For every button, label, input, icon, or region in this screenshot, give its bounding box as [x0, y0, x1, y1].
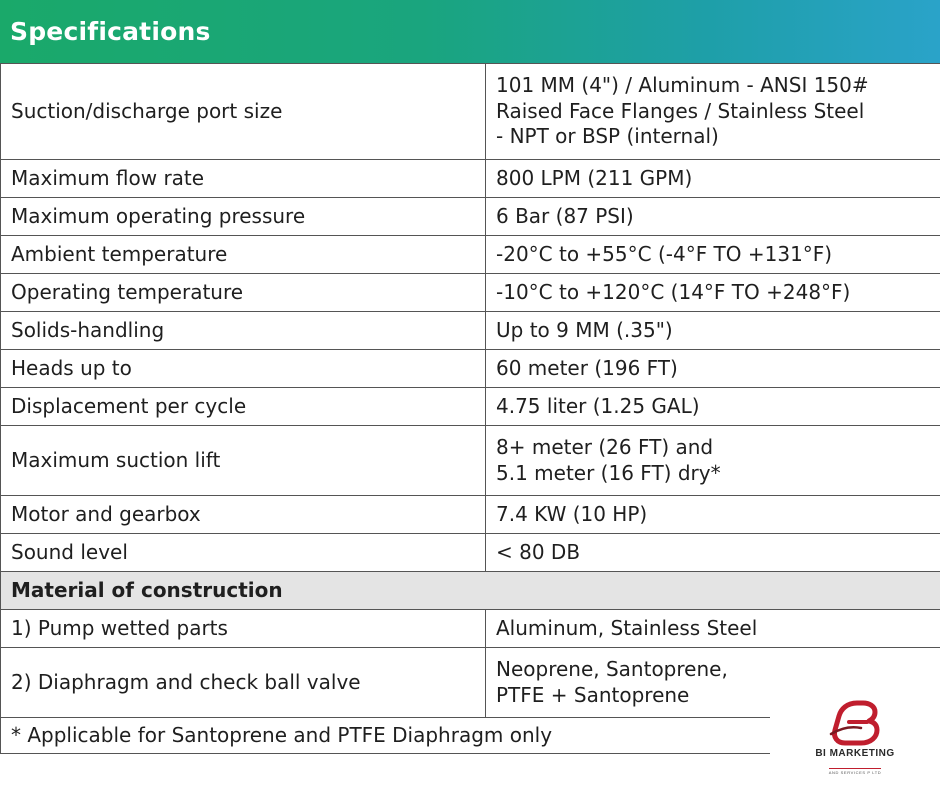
spec-value-line: Raised Face Flanges / Stainless Steel — [496, 98, 865, 123]
header-title: Specifications — [10, 17, 211, 46]
spec-value: 60 meter (196 FT) — [486, 350, 940, 388]
company-logo — [800, 700, 910, 780]
bi-logo-icon — [827, 700, 883, 746]
spec-value-line: PTFE + Santoprene — [496, 682, 690, 707]
spec-label: Heads up to — [1, 350, 486, 388]
logo-name: BI MARKETING — [815, 748, 895, 759]
spec-value: 6 Bar (87 PSI) — [486, 198, 940, 236]
section-title: Material of construction — [1, 572, 940, 610]
table-row — [1, 388, 940, 426]
spec-value: < 80 DB — [486, 534, 940, 572]
table-row — [1, 274, 940, 312]
table-row — [1, 350, 940, 388]
spec-label: Maximum suction lift — [1, 426, 486, 496]
spec-label: Displacement per cycle — [1, 388, 486, 426]
spec-label: 1) Pump wetted parts — [1, 610, 486, 648]
spec-value — [486, 426, 940, 496]
spec-value-line: 8+ meter (26 FT) and — [496, 435, 714, 460]
table-row — [1, 610, 940, 648]
spec-value: 800 LPM (211 GPM) — [486, 160, 940, 198]
spec-value — [486, 64, 940, 160]
specifications-table — [0, 63, 940, 754]
spec-value-line: 101 MM (4") / Aluminum - ANSI 150# — [496, 73, 869, 98]
logo-subtitle: AND SERVICES P LTD — [828, 770, 882, 775]
table-row — [1, 64, 940, 160]
spec-value-line: 5.1 meter (16 FT) dry* — [496, 460, 721, 485]
spec-label: Ambient temperature — [1, 236, 486, 274]
spec-label: 2) Diaphragm and check ball valve — [1, 648, 486, 718]
table-row — [1, 160, 940, 198]
specifications-header — [0, 0, 940, 63]
table-row — [1, 426, 940, 496]
spec-label: Suction/discharge port size — [1, 64, 486, 160]
spec-value: -10°C to +120°C (14°F TO +248°F) — [486, 274, 940, 312]
table-row — [1, 496, 940, 534]
spec-value: -20°C to +55°C (-4°F TO +131°F) — [486, 236, 940, 274]
spec-label: Operating temperature — [1, 274, 486, 312]
spec-label: Maximum operating pressure — [1, 198, 486, 236]
table-row — [1, 236, 940, 274]
table-row — [1, 534, 940, 572]
spec-value: 7.4 KW (10 HP) — [486, 496, 940, 534]
spec-value: Up to 9 MM (.35") — [486, 312, 940, 350]
spec-value-line: Neoprene, Santoprene, — [496, 657, 728, 682]
spec-label: Solids-handling — [1, 312, 486, 350]
spec-value-line: - NPT or BSP (internal) — [496, 124, 719, 149]
spec-value: Aluminum, Stainless Steel — [486, 610, 940, 648]
spec-value: 4.75 liter (1.25 GAL) — [486, 388, 940, 426]
section-header-row — [1, 572, 940, 610]
spec-label: Maximum flow rate — [1, 160, 486, 198]
table-row — [1, 312, 940, 350]
spec-label: Motor and gearbox — [1, 496, 486, 534]
footnote: * Applicable for Santoprene and PTFE Diaphragm only — [1, 718, 940, 754]
table-row — [1, 198, 940, 236]
spec-label: Sound level — [1, 534, 486, 572]
